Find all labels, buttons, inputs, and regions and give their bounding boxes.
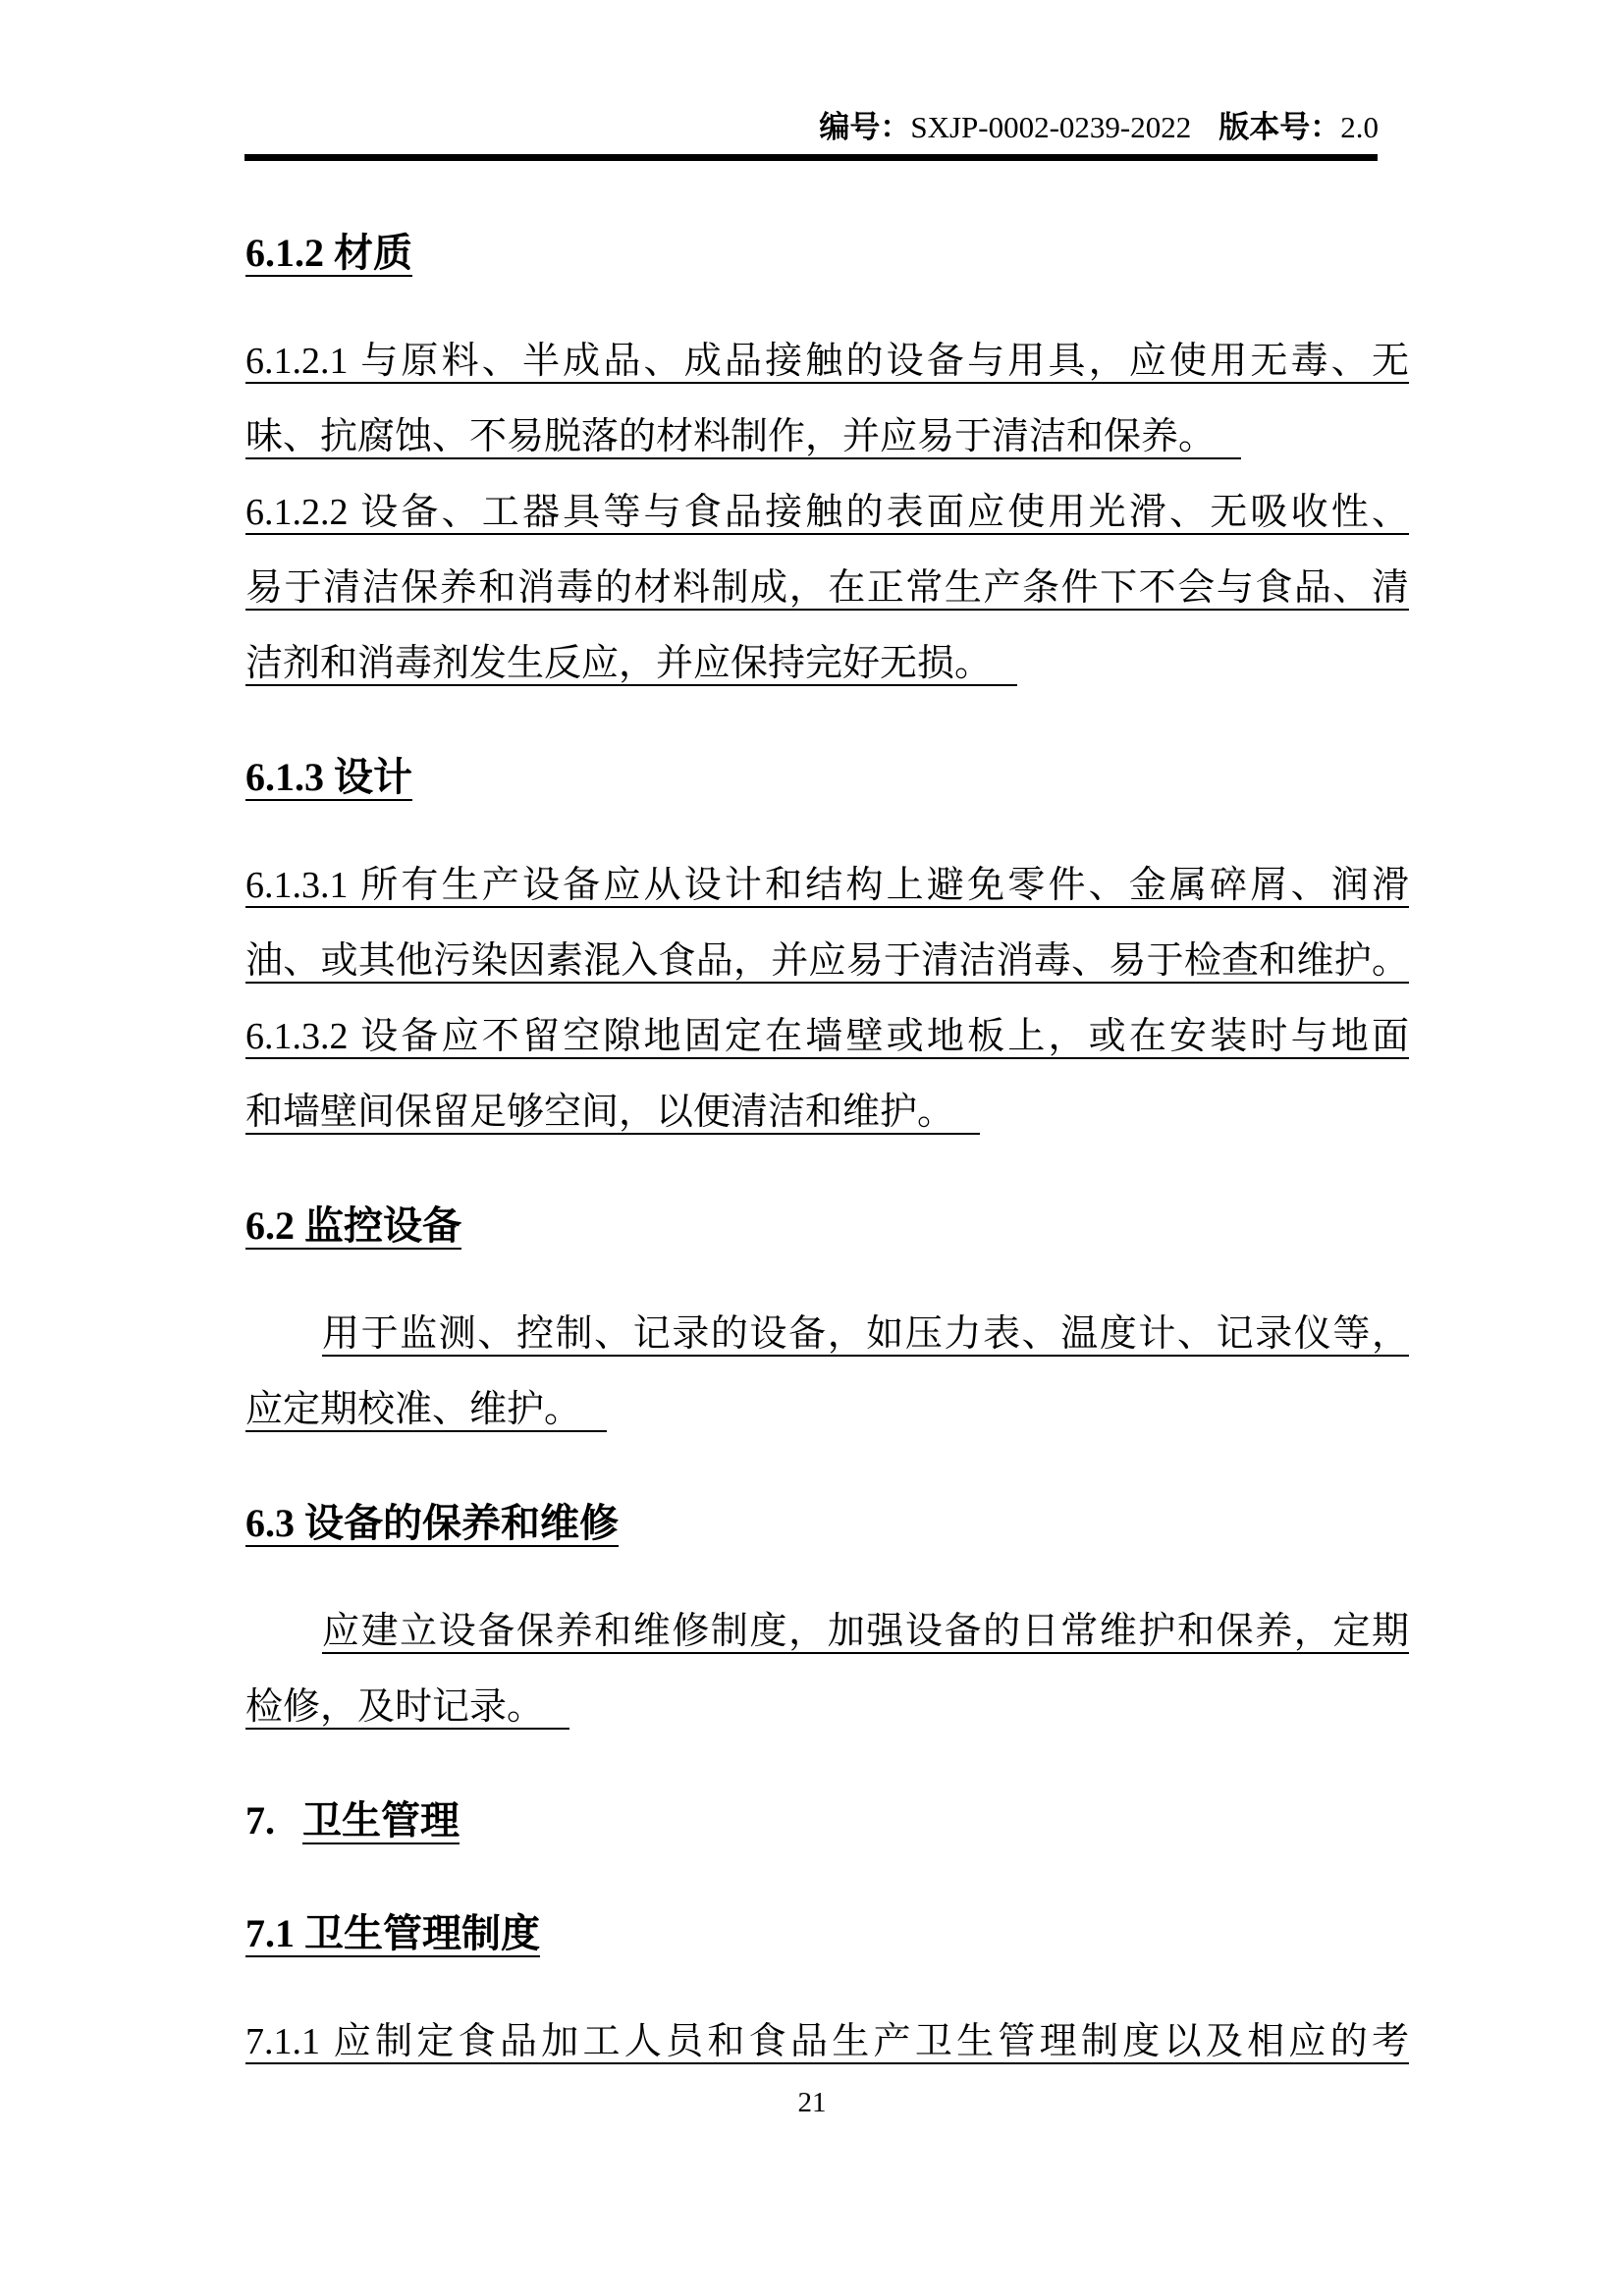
text-line <box>245 1372 1409 1448</box>
text-line <box>245 2004 1409 2080</box>
line-text: 应建立设备保养和维修制度，加强设备的日常维护和保养，定期 <box>322 1611 1409 1652</box>
text-line <box>245 475 1409 551</box>
text-line <box>245 1670 1409 1745</box>
text-line <box>245 400 1409 475</box>
line-text: 6.1.3.2 设备应不留空隙地固定在墙壁或地板上，或在安装时与地面 <box>245 1016 1409 1057</box>
heading-text: 6.1.3 设计 <box>245 755 412 799</box>
section-heading <box>245 1188 1409 1263</box>
page-header <box>0 108 1379 147</box>
heading-text: 卫生管理 <box>302 1798 460 1842</box>
heading-text: 6.3 设备的保养和维修 <box>245 1501 619 1545</box>
text-line <box>245 551 1409 626</box>
line-text: 洁剂和消毒剂发生反应，并应保持完好无损。 <box>245 643 1017 686</box>
text-line <box>245 1297 1409 1372</box>
header-rule <box>244 154 1378 161</box>
text-line <box>245 848 1409 924</box>
text-line <box>245 1075 1409 1150</box>
page-number: 21 <box>797 2087 827 2118</box>
line-text: 6.1.2.2 设备、工器具等与食品接触的表面应使用光滑、无吸收性、 <box>245 492 1409 533</box>
text-line <box>245 1594 1409 1670</box>
heading-number: 7. <box>245 1798 275 1842</box>
line-text: 易于清洁保养和消毒的材料制成，在正常生产条件下不会与食品、清 <box>245 567 1409 609</box>
heading-text: 7.1 卫生管理制度 <box>245 1911 540 1955</box>
version-value: 2.0 <box>1340 110 1379 144</box>
section-heading <box>245 1896 1409 1971</box>
text-line <box>245 999 1409 1075</box>
heading-text: 6.2 监控设备 <box>245 1203 461 1248</box>
doc-number-value: SXJP-0002-0239-2022 <box>910 110 1192 144</box>
text-line <box>245 626 1409 702</box>
text-line <box>245 924 1409 999</box>
heading-text: 6.1.2 材质 <box>245 231 412 275</box>
section-heading <box>245 1485 1409 1561</box>
line-text: 和墙壁间保留足够空间，以便清洁和维护。 <box>245 1092 980 1135</box>
text-line <box>245 324 1409 400</box>
version-label: 版本号： <box>1218 110 1341 144</box>
line-text: 6.1.2.1 与原料、半成品、成品接触的设备与用具，应使用无毒、无 <box>245 341 1409 382</box>
document-body <box>245 168 1409 2080</box>
line-text: 油、或其他污染因素混入食品，并应易于清洁消毒、易于检查和维护。 <box>245 940 1409 982</box>
doc-number-label: 编号： <box>819 110 911 144</box>
line-text: 7.1.1 应制定食品加工人员和食品生产卫生管理制度以及相应的考 <box>245 2021 1409 2062</box>
line-text: 用于监测、控制、记录的设备，如压力表、温度计、记录仪等， <box>322 1313 1409 1355</box>
section-heading <box>245 739 1409 815</box>
line-text: 味、抗腐蚀、不易脱落的材料制作，并应易于清洁和保养。 <box>245 416 1241 459</box>
section-heading <box>245 1783 1409 1858</box>
line-text: 应定期校准、维护。 <box>245 1389 607 1432</box>
section-heading <box>245 215 1409 291</box>
line-text: 检修，及时记录。 <box>245 1686 569 1730</box>
line-text: 6.1.3.1 所有生产设备应从设计和结构上避免零件、金属碎屑、润滑 <box>245 865 1409 906</box>
